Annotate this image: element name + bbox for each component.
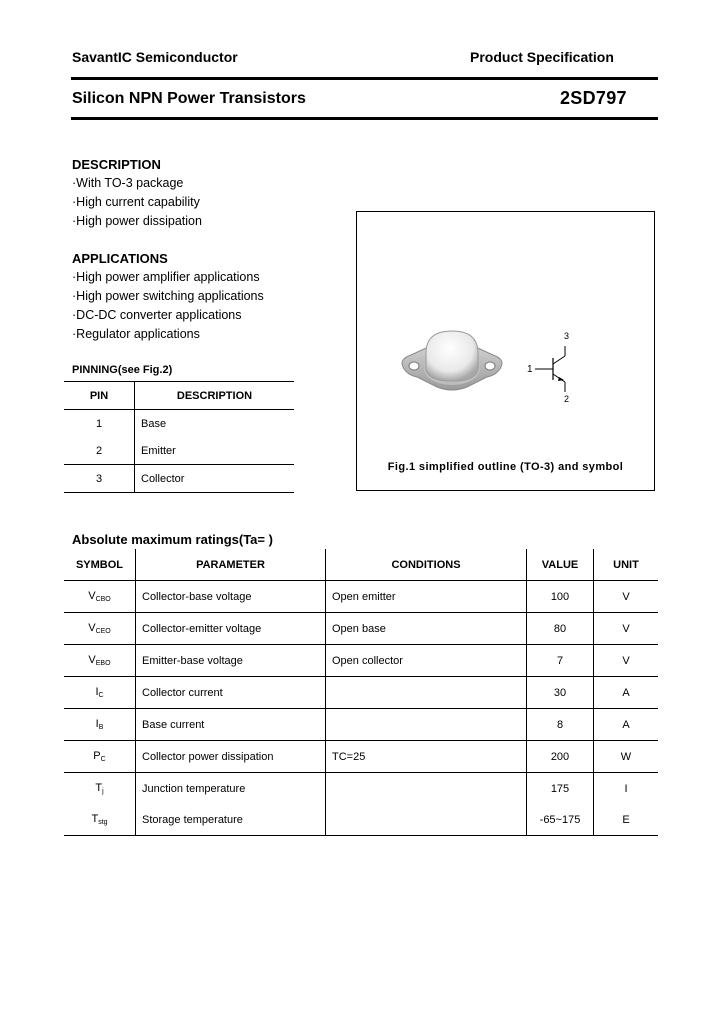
symbol-cell: $V_{EBO}$ <box>88 654 111 667</box>
table-row <box>64 613 658 645</box>
figure-box <box>356 211 655 491</box>
parameter-cell: Junction temperature <box>136 773 326 805</box>
symbol-cell: $P_C$ <box>93 750 106 763</box>
value-column-header: VALUE <box>527 549 594 581</box>
pin-number: 2 <box>95 444 103 457</box>
base-pin-label: 1 <box>527 364 533 375</box>
company-name: SavantIC Semiconductor <box>72 49 238 65</box>
parameter-cell: Collector power dissipation <box>136 741 326 773</box>
table-row <box>64 410 294 438</box>
table-row <box>64 437 294 465</box>
conditions-column-header: CONDITIONS <box>326 549 527 581</box>
parameter-cell: Collector current <box>136 677 326 709</box>
table-row <box>64 465 294 493</box>
application-item: ·High power switching applications <box>72 289 264 303</box>
pin-number: 3 <box>95 472 103 485</box>
product-family-title: Silicon NPN Power Transistors <box>72 90 306 107</box>
to3-package-image <box>397 327 507 397</box>
conditions-cell: Open emitter <box>326 581 527 613</box>
conditions-cell <box>326 773 527 805</box>
unit-cell: A <box>594 709 659 741</box>
value-cell: 175 <box>527 773 594 805</box>
table-row <box>64 741 658 773</box>
symbol-cell: $I_B$ <box>95 718 104 731</box>
application-item: ·High power amplifier applications <box>72 270 260 284</box>
table-row <box>64 581 658 613</box>
unit-cell: A <box>594 677 659 709</box>
pin-description: Base <box>135 410 295 438</box>
document-type: Product Specification <box>470 49 614 65</box>
table-row <box>64 677 658 709</box>
conditions-cell: TC=25 <box>326 741 527 773</box>
header-rule-top <box>71 77 658 80</box>
value-cell: 80 <box>527 613 594 645</box>
conditions-cell <box>326 677 527 709</box>
symbol-cell: $I_C$ <box>95 686 104 699</box>
value-cell: 200 <box>527 741 594 773</box>
value-cell: -65~175 <box>527 804 594 836</box>
description-item: ·High current capability <box>72 195 200 209</box>
table-row <box>64 804 658 836</box>
parameter-cell: Emitter-base voltage <box>136 645 326 677</box>
table-row <box>64 709 658 741</box>
description-item: ·With TO-3 package <box>72 176 184 190</box>
emitter-pin-label: 2 <box>564 394 570 404</box>
unit-cell: E <box>594 804 659 836</box>
unit-cell: I <box>594 773 659 805</box>
unit-cell: V <box>594 581 659 613</box>
pin-description: Collector <box>135 465 295 493</box>
parameter-column-header: PARAMETER <box>136 549 326 581</box>
conditions-cell <box>326 709 527 741</box>
table-header-row <box>64 549 658 581</box>
parameter-cell: Collector-base voltage <box>136 581 326 613</box>
application-item: ·DC-DC converter applications <box>72 308 242 322</box>
pinning-heading: PINNING(see Fig.2) <box>72 364 173 376</box>
ratings-heading: Absolute maximum ratings(Ta= ) <box>72 532 273 547</box>
pinning-table <box>64 381 294 493</box>
ratings-table <box>64 549 658 836</box>
unit-column-header: UNIT <box>594 549 659 581</box>
value-cell: 100 <box>527 581 594 613</box>
symbol-cell: $V_{CBO}$ <box>88 590 111 603</box>
conditions-cell: Open base <box>326 613 527 645</box>
symbol-cell: $V_{CEO}$ <box>88 622 111 635</box>
symbol-column-header: SYMBOL <box>75 558 124 571</box>
parameter-cell: Storage temperature <box>136 804 326 836</box>
table-row <box>64 645 658 677</box>
unit-cell: V <box>594 613 659 645</box>
figure-caption: Fig.1 simplified outline (TO-3) and symbol <box>387 461 624 473</box>
parameter-cell: Base current <box>136 709 326 741</box>
pin-number: 1 <box>95 417 103 430</box>
description-column-header: DESCRIPTION <box>135 382 295 410</box>
table-row <box>64 773 658 805</box>
conditions-cell <box>326 804 527 836</box>
unit-cell: V <box>594 645 659 677</box>
description-heading: DESCRIPTION <box>72 157 161 172</box>
symbol-cell: $T_j$ <box>95 782 104 795</box>
unit-cell: W <box>594 741 659 773</box>
pin-column-header: PIN <box>89 389 109 402</box>
header-rule-bottom <box>71 117 658 120</box>
value-cell: 30 <box>527 677 594 709</box>
parameter-cell: Collector-emitter voltage <box>136 613 326 645</box>
value-cell: 7 <box>527 645 594 677</box>
applications-heading: APPLICATIONS <box>72 251 168 266</box>
pin-description: Emitter <box>135 437 295 465</box>
value-cell: 8 <box>527 709 594 741</box>
description-item: ·High power dissipation <box>72 214 202 228</box>
application-item: ·Regulator applications <box>72 327 200 341</box>
symbol-cell: $T_{stg}$ <box>91 813 108 826</box>
collector-pin-label: 3 <box>564 331 570 341</box>
part-number: 2SD797 <box>560 88 627 108</box>
conditions-cell: Open collector <box>326 645 527 677</box>
